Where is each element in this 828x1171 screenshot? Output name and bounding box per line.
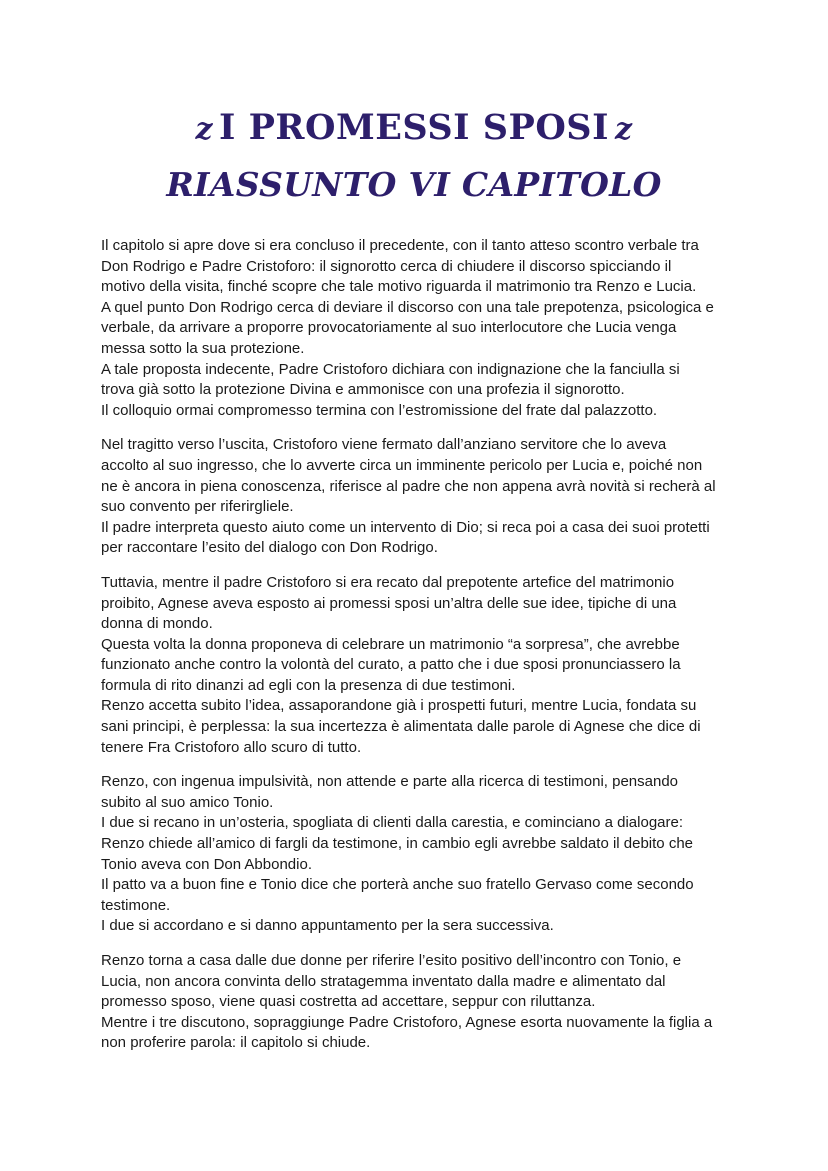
paragraph-line: donna di mondo. [101,615,213,633]
paragraph-line: Renzo accetta subito l’idea, assaporandone già i prospetti futuri, mentre Lucia, fondata su [101,697,697,715]
paragraph-line: formula di rito dinanzi ad egli con la presenza di due testimoni. [101,676,516,694]
paragraph-line: Questa volta la donna proponeva di celebrare un matrimonio “a sorpresa”, che avrebbe [101,635,680,653]
paragraph-line: trova già sotto la protezione Divina e ammonisce con una profezia il signorotto. [101,381,625,399]
title-text: I PROMESSI SPOSI [219,107,609,148]
paragraph-line: Renzo chiede all’amico di fargli da testimone, in cambio egli avrebbe saldato il debito che [101,835,694,853]
paragraph [101,236,731,421]
paragraph-line: sani principi, è perplessa: la sua incertezza è alimentata dalle parole di Agnese che dice di [101,718,701,736]
paragraph-line: A quel punto Don Rodrigo cerca di deviare il discorso con una tale prepotenza, psicologica e [101,298,714,316]
paragraph-line: I due si accordano e si danno appuntamento per la sera successiva. [101,917,554,935]
paragraph-line: Tonio aveva con Don Abbondio. [101,855,312,873]
paragraph-line: funzionato anche contro la volontà del curato, a patto che i due sposi pronunciassero la [101,656,681,674]
paragraph-line: accolto al suo ingresso, che lo avverte circa un imminente pericolo per Lucia e, poiché non [101,456,703,474]
paragraph-line: suo convento per riferirgliele. [101,498,294,516]
paragraph-line: Lucia, non ancora convinta dello stratagemma inventato dalla madre e alimentato dal [101,972,666,990]
paragraph-line: Tuttavia, mentre il padre Cristoforo si era recato dal prepotente artefice del matrimonio [101,573,675,591]
paragraph-line: A tale proposta indecente, Padre Cristoforo dichiara con indignazione che la fanciulla si [101,360,680,378]
paragraph-line: Il capitolo si apre dove si era concluso il precedente, con il tanto atteso scontro verbale tra [101,237,699,254]
paragraph-line: promesso sposo, viene quasi costretta ad accettare, seppur con riluttanza. [101,993,596,1011]
paragraph-line: Il patto va a buon fine e Tonio dice che porterà anche suo fratello Gervaso come secondo [101,876,694,894]
paragraph [101,435,731,559]
paragraph-line: testimone. [101,896,171,914]
paragraph-line: Renzo, con ingenua impulsività, non attende e parte alla ricerca di testimoni, pensando [101,773,679,791]
paragraph [101,951,731,1054]
paragraph-line: Nel tragitto verso l’uscita, Cristoforo viene fermato dall’anziano servitore che lo aveva [101,436,667,454]
paragraph-line: messa sotto la sua protezione. [101,339,305,357]
paragraph-line: Renzo torna a casa dalle due donne per riferire l’esito positivo dell’incontro con Tonio, e [101,952,682,969]
document-body [101,236,731,1068]
paragraph-line: non proferire parola: il capitolo si chiude. [101,1034,371,1052]
paragraph-line: ne è ancora in piena conoscenza, riferisce al padre che non appena avrà novità si recherà al [101,477,716,495]
title-block [0,104,828,210]
document-subtitle: RIASSUNTO VI CAPITOLO [166,165,662,204]
paragraph-line: Mentre i tre discutono, sopraggiunge Padre Cristoforo, Agnese esorta nuovamente la figlia a [101,1013,713,1031]
title-ornament-left: z [195,112,214,147]
paragraph-line: motivo della visita, finché scopre che tale motivo riguarda il matrimonio tra Renzo e Lucia. [101,278,697,296]
paragraph-line: Il colloquio ormai compromesso termina con l’estromissione del frate dal palazzotto. [101,401,658,419]
paragraph [101,772,731,937]
paragraph-line: proibito, Agnese aveva esposto ai promessi sposi un’altra delle sue idee, tipiche di una [101,594,677,612]
paragraph-line: subito al suo amico Tonio. [101,793,274,811]
paragraph-line: verbale, da arrivare a proporre provocatoriamente al suo interlocutore che Lucia venga [101,319,677,337]
paragraph-line: Il padre interpreta questo aiuto come un intervento di Dio; si reca poi a casa dei suoi protetti [101,518,710,536]
paragraph [101,573,731,758]
document-title [0,104,828,154]
title-ornament-right: z [614,112,633,147]
paragraph-line: I due si recano in un’osteria, spogliata di clienti dalla carestia, e cominciano a dialogare: [101,814,684,832]
paragraph-line: Don Rodrigo e Padre Cristoforo: il signorotto cerca di chiudere il discorso spicciando il [101,257,672,275]
paragraph-line: tenere Fra Cristoforo allo scuro di tutto. [101,738,362,756]
paragraph-line: per raccontare l’esito del dialogo con Don Rodrigo. [101,539,438,557]
